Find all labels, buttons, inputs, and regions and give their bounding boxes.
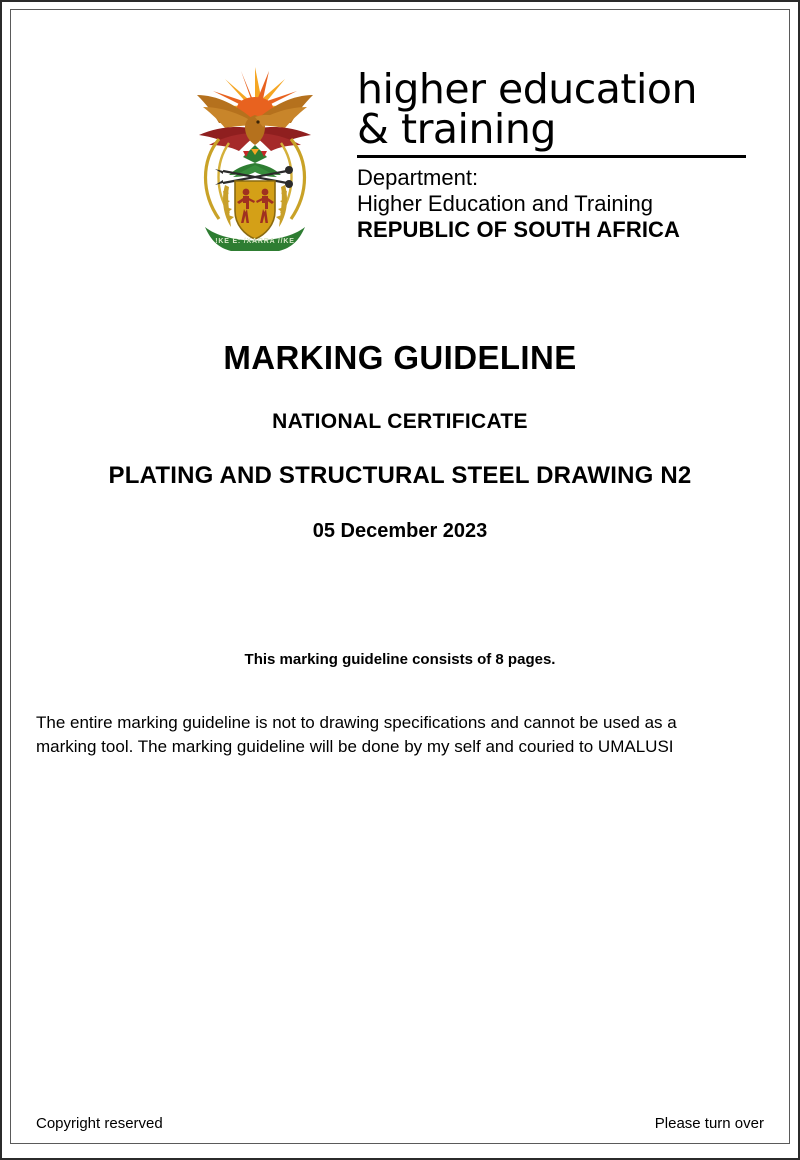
south-africa-coat-of-arms-icon [179,65,331,257]
footer-turn-over: Please turn over [654,1115,764,1132]
page-footer [11,1115,789,1132]
wordmark-line-2: & training [357,105,556,154]
page-inner-border [10,9,790,1144]
masthead [27,10,773,257]
department-name: Higher Education and Training [357,191,653,217]
wordmark-divider [357,155,746,158]
certificate-level: NATIONAL CERTIFICATE [272,410,528,433]
body-note: The entire marking guideline is not to drawing specifications and cannot be used as a marking tool. The marking guideline will be done by my self and couried to UMALUSI [36,713,677,757]
page-title: MARKING GUIDELINE [223,339,577,376]
coat-of-arms-motto: !KE E: /XARRA //KE [215,238,295,245]
subject-title: PLATING AND STRUCTURAL STEEL DRAWING N2 [108,462,692,489]
footer-copyright: Copyright reserved [36,1115,163,1132]
page-content [11,10,789,1143]
title-block [27,339,773,543]
wordmark [357,65,747,154]
country-name: REPUBLIC OF SOUTH AFRICA [357,217,681,243]
exam-date: 05 December 2023 [312,520,488,542]
department-wordmark-block [357,63,747,243]
department-details [357,165,747,243]
department-label: Department: [357,165,479,191]
page-count-note: This marking guideline consists of 8 pages. [244,651,556,668]
wordmark-line-1: higher education [357,65,697,113]
